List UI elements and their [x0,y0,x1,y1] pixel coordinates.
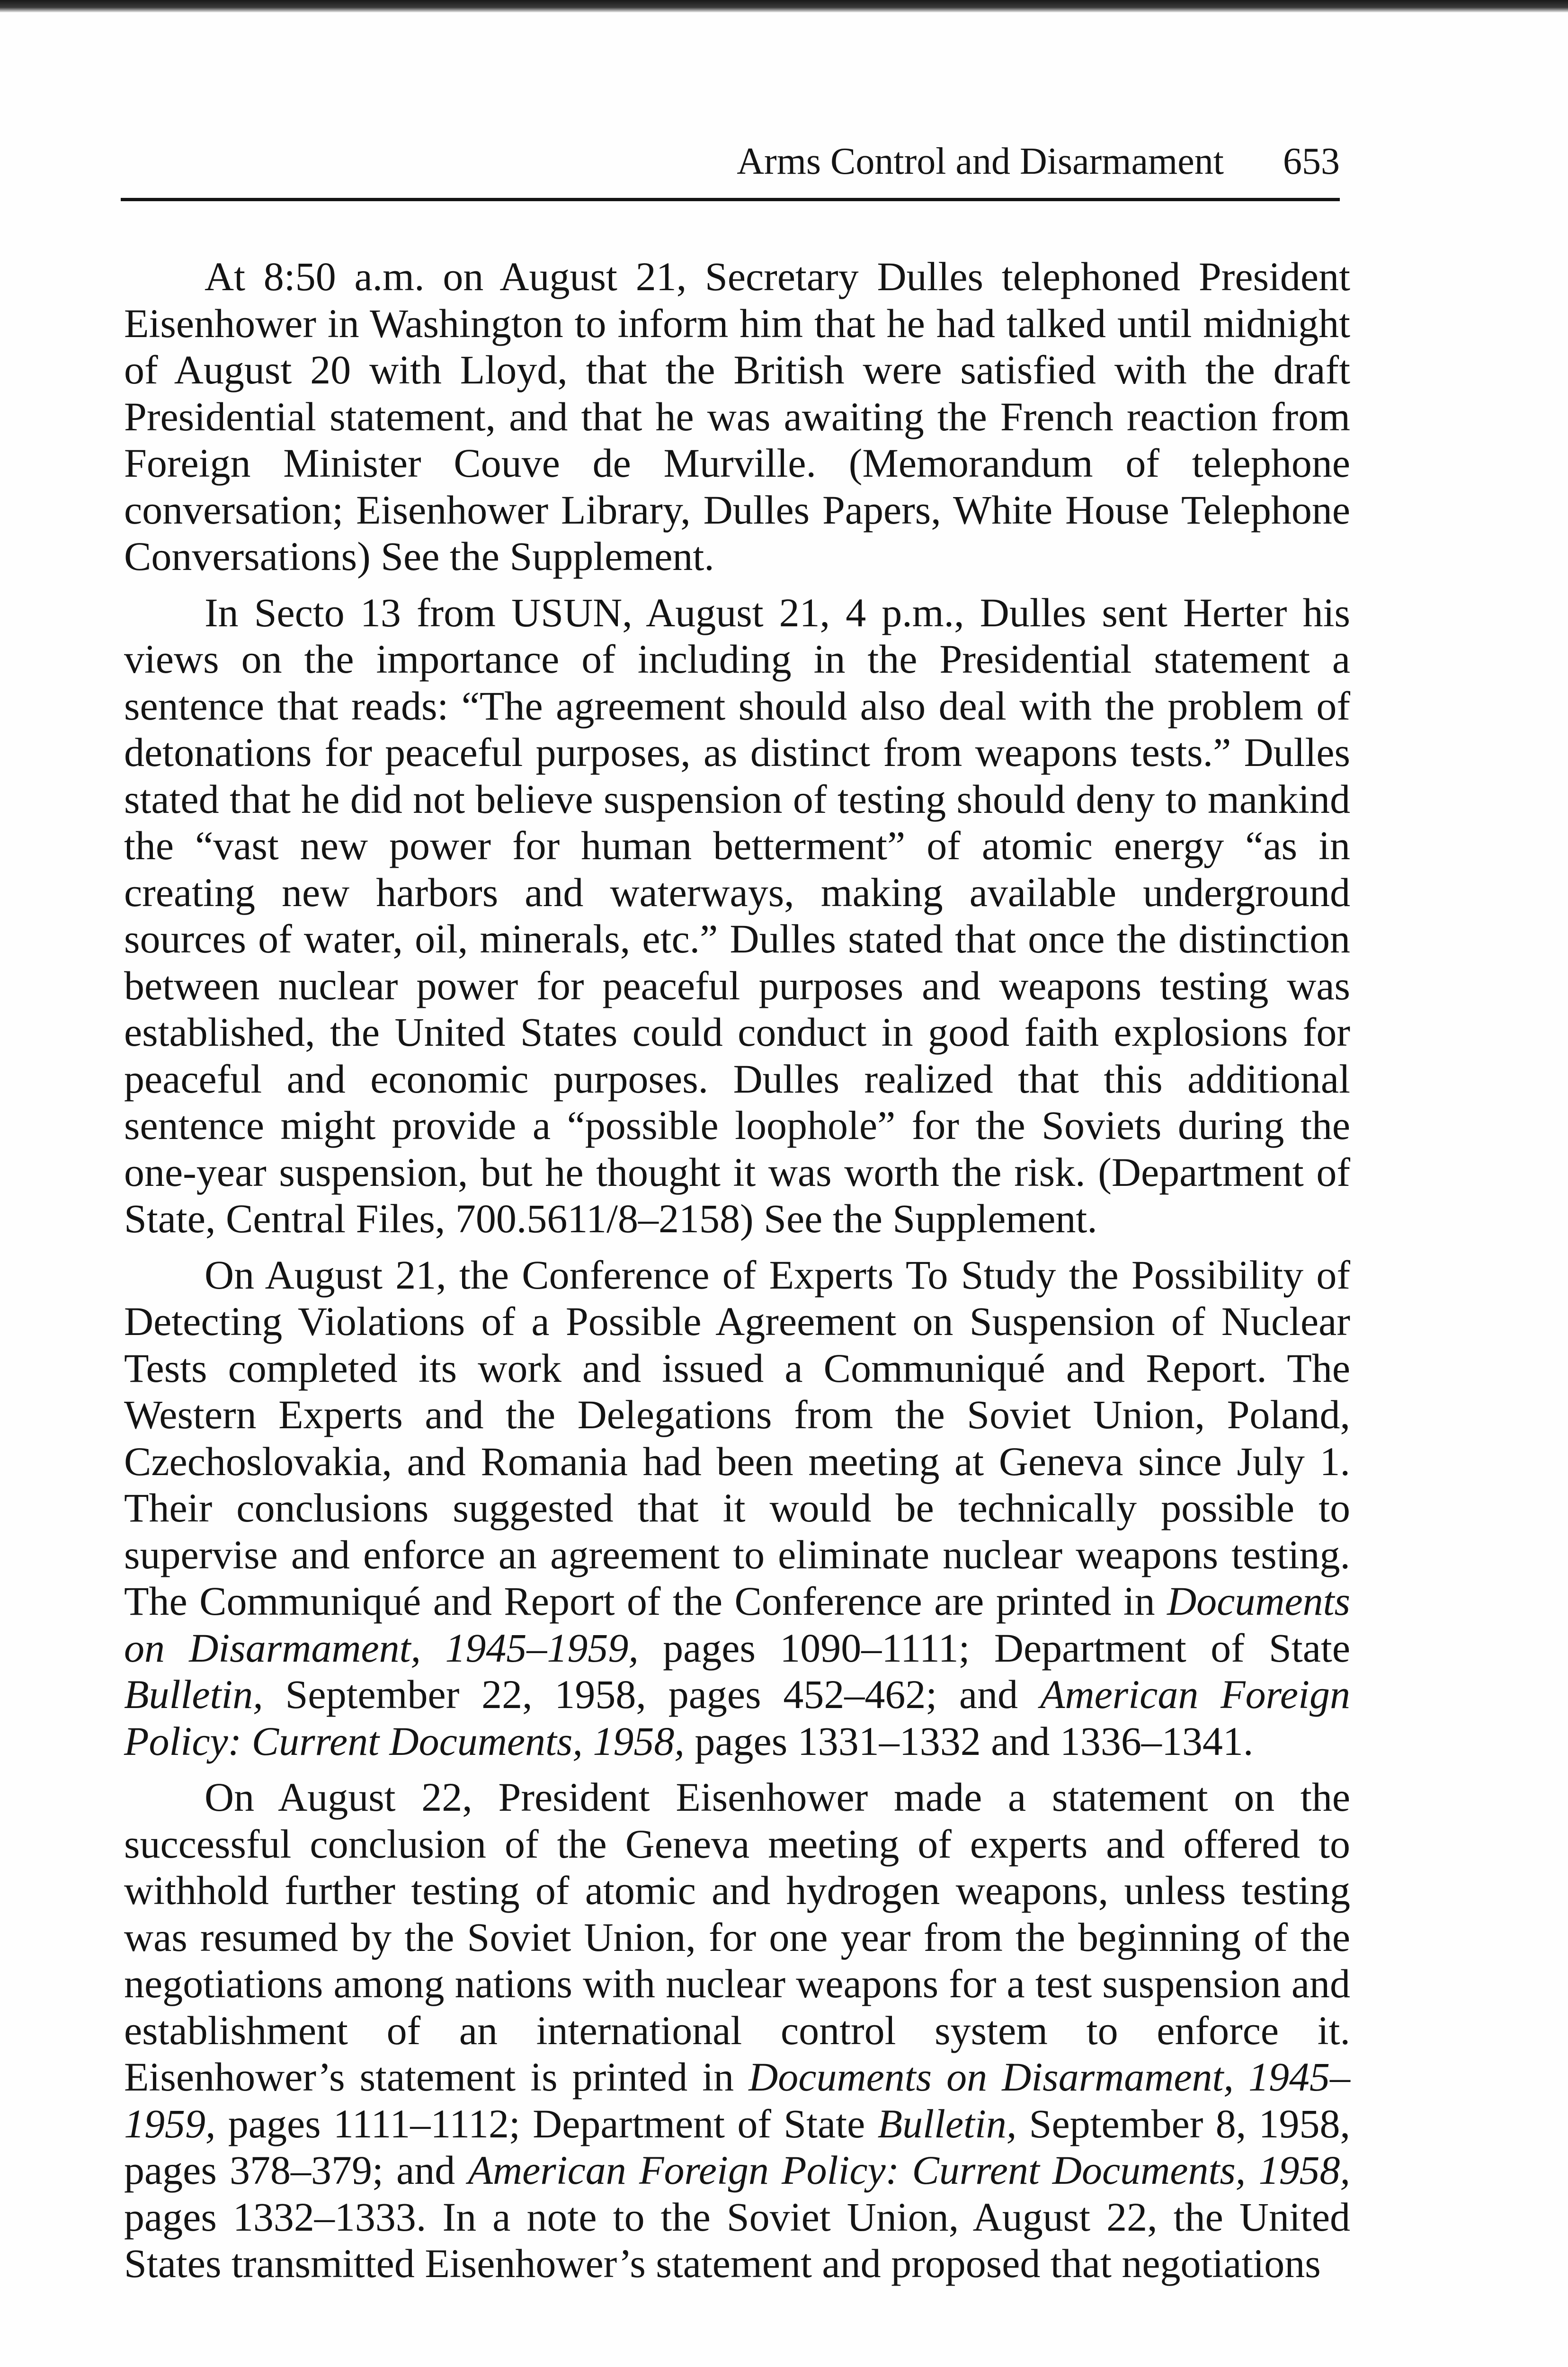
body-text [124,253,1350,2296]
paragraph-text: pages 1331–1332 and 1336–1341. [684,1718,1254,1764]
page-number: 653 [1283,141,1340,182]
scan-top-edge [0,0,1568,12]
paragraph [124,1774,1350,2287]
citation-title: Documents on Disarmament, 1945–1959, [124,1578,1350,1671]
running-head [121,135,1340,187]
citation-title: American Foreign Policy: Current Documents, 1958, [124,1672,1350,1764]
paragraph-text: pages 1090–1111; Department of State [638,1625,1350,1671]
citation-title: Bulletin, [124,1672,263,1717]
paragraph [124,253,1350,580]
citation-title: Bulletin, [877,2100,1017,2146]
header-rule [121,198,1340,201]
paragraph-text: September 8, 1958, pages 378–379; and [124,2100,1350,2193]
citation-title: Documents on Disarmament, 1945–1959, [124,2054,1350,2146]
citation-title: American Foreign Policy: Current Documents, 1958, [468,2147,1351,2193]
paragraph-text: On August 21, the Conference of Experts To Study the Possibility of Detecting Violations of a Possible Agreement on Suspension of Nuclear Tests completed its work and issued a Communiqué and Report. The Western Experts and the Delegations from the Soviet Union, Poland, Czechoslovakia, and Romania had been meeting at Geneva since July 1. Their conclusions suggested that it would be technically possible to supervise and enforce an agreement to eliminate nuclear weapons testing. The Communiqué and Report of the Conference are printed in [124,1252,1350,1624]
running-head-title: Arms Control and Disarmament [737,141,1224,182]
paragraph-text: In Secto 13 from USUN, August 21, 4 p.m., Dulles sent Herter his views on the importance of including in the Presidential statement a sentence that reads: “The agreement should also deal with the problem of detonations for peaceful purposes, as distinct from weapons tests.” Dulles stated that he did not believe suspension of testing should deny to mankind the “vast new power for human betterment” of atomic energy “as in creating new harbors and waterways, making available underground sources of water, oil, minerals, etc.” Dulles stated that once the distinction between nuclear power for peaceful purposes and weapons testing was established, the United States could conduct in good faith explosions for peaceful and economic purposes. Dulles realized that this additional sentence might provide a “possible loophole” for the Soviets during the one-year suspension, but he thought it was worth the risk. (Department of State, Central Files, 700.5611/8–2158) See the Supplement. [124,589,1350,1241]
paragraph-text: At 8:50 a.m. on August 21, Secretary Dulles telephoned President Eisenhower in Washington to inform him that he had talked until midnight of August 20 with Lloyd, that the British were satisfied with the draft Presidential statement, and that he was awaiting the French reaction from Foreign Minister Couve de Murville. (Memorandum of telephone conversation; Eisenhower Library, Dulles Papers, White House Telephone Conversations) See the Supplement. [124,254,1350,579]
paragraph-text: pages 1111–1112; Department of State [215,2100,878,2146]
paragraph-text: September 22, 1958, pages 452–462; and [263,1672,1040,1717]
paragraph [124,1252,1350,1765]
paragraph-text: On August 22, President Eisenhower made a statement on the successful conclusion of the Geneva meeting of experts and offered to withhold further testing of atomic and hydrogen weapons, unless testing was resumed by the Soviet Union, for one year from the beginning of the negotiations among nations with nuclear weapons for a test suspension and establishment of an international control system to enforce it. Eisenhower’s statement is printed in [124,1774,1350,2100]
paragraph-text: pages 1332–1333. In a note to the Soviet Union, August 22, the United States transmitted Eisenhower’s statement and proposed that negotiations [124,2194,1350,2286]
paragraph [124,589,1350,1242]
